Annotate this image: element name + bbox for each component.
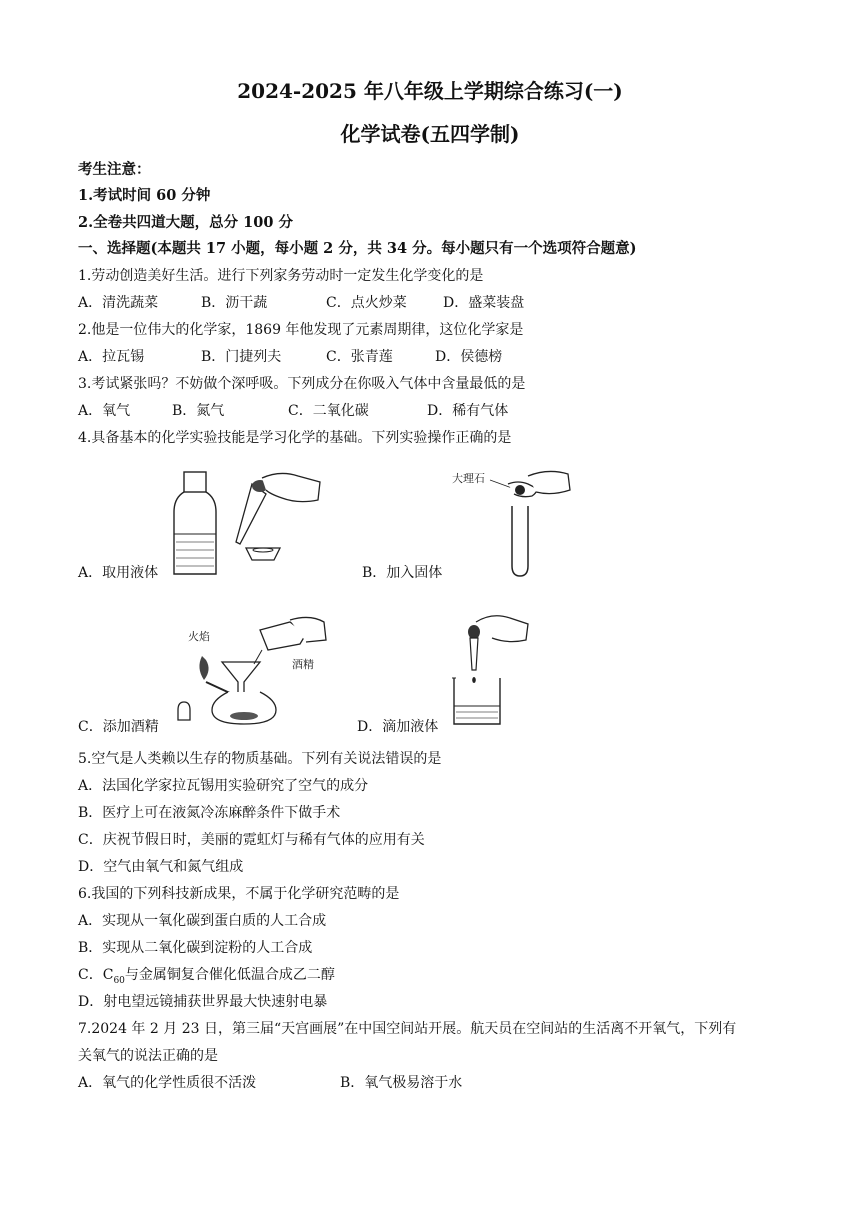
q6-option-a[interactable]: A．实现从一氧化碳到蛋白质的人工合成 xyxy=(78,913,327,929)
q1-option-c[interactable]: C．点火炒菜 xyxy=(326,295,407,311)
q4-option-a[interactable]: A．取用液体 xyxy=(78,565,159,581)
q7-option-b[interactable]: B．氧气极易溶于水 xyxy=(340,1075,463,1091)
q3-option-d[interactable]: D．稀有气体 xyxy=(427,403,509,419)
q3-option-c[interactable]: C．二氧化碳 xyxy=(288,403,369,419)
q4-option-c[interactable]: C．添加酒精 xyxy=(78,719,159,735)
question-7-stem-line2: 关氧气的说法正确的是 xyxy=(78,1048,218,1064)
q1-option-a[interactable]: A．清洗蔬菜 xyxy=(78,295,159,311)
q1-option-d[interactable]: D．盛菜装盘 xyxy=(443,295,525,311)
label-marble: 大理石 xyxy=(452,472,485,485)
q6-option-b[interactable]: B．实现从二氧化碳到淀粉的人工合成 xyxy=(78,940,313,956)
q6-option-d[interactable]: D．射电望远镜捕获世界最大快速射电暴 xyxy=(78,994,328,1010)
question-2-stem: 2.他是一位伟大的化学家，1869 年他发现了元素周期律，这位化学家是 xyxy=(78,322,524,338)
q3-option-a[interactable]: A．氧气 xyxy=(78,403,131,419)
notice-heading: 考生注意： xyxy=(78,161,151,178)
q5-option-d[interactable]: D．空气由氧气和氮气组成 xyxy=(78,859,244,875)
q2-option-d[interactable]: D．侯德榜 xyxy=(435,349,503,365)
label-alcohol: 酒精 xyxy=(292,658,314,671)
question-4-stem: 4.具备基本的化学实验技能是学习化学的基础。下列实验操作正确的是 xyxy=(78,430,512,446)
notice-item-1: 1.考试时间 60 分钟 xyxy=(78,187,211,204)
question-7-stem-line1: 7.2024 年 2 月 23 日，第三届“天宫画展”在中国空间站开展。航天员在空间站的生活离不开氧气，下列有 xyxy=(78,1021,737,1037)
figure-add-solid xyxy=(448,466,578,581)
q4-option-b[interactable]: B．加入固体 xyxy=(362,565,443,581)
notice-item-2: 2.全卷共四道大题，总分 100 分 xyxy=(78,214,293,231)
q6-option-c-text: 与金属铜复合催化低温合成乙二醇 xyxy=(124,967,335,983)
q1-option-b[interactable]: B．沥干蔬 xyxy=(201,295,268,311)
figure-add-alcohol xyxy=(172,612,347,727)
q2-option-c[interactable]: C．张青莲 xyxy=(326,349,393,365)
question-3-stem: 3.考试紧张吗？不妨做个深呼吸。下列成分在你吸入气体中含量最低的是 xyxy=(78,376,526,392)
question-6-stem: 6.我国的下列科技新成果，不属于化学研究范畴的是 xyxy=(78,886,400,902)
question-5-stem: 5.空气是人类赖以生存的物质基础。下列有关说法错误的是 xyxy=(78,751,442,767)
exam-title: 2024-2025 年八年级上学期综合练习(一) xyxy=(237,79,623,103)
q5-option-c[interactable]: C．庆祝节假日时，美丽的霓虹灯与稀有气体的应用有关 xyxy=(78,832,425,848)
figure-take-liquid xyxy=(170,470,330,580)
q6-option-c-subscript: 60 xyxy=(113,975,125,986)
label-flame: 火焰 xyxy=(188,630,210,643)
question-1-stem: 1.劳动创造美好生活。进行下列家务劳动时一定发生化学变化的是 xyxy=(78,268,484,284)
q4-option-d[interactable]: D．滴加液体 xyxy=(357,719,439,735)
section-heading: 一、选择题(本题共 17 小题，每小题 2 分，共 34 分。每小题只有一个选项符合题意) xyxy=(78,240,637,257)
q2-option-a[interactable]: A．拉瓦锡 xyxy=(78,349,145,365)
q6-option-c-prefix: C．C xyxy=(78,967,114,983)
q6-option-c[interactable] xyxy=(78,966,335,990)
q5-option-a[interactable]: A．法国化学家拉瓦锡用实验研究了空气的成分 xyxy=(78,778,369,794)
exam-subtitle: 化学试卷(五四学制) xyxy=(340,122,520,146)
q7-option-a[interactable]: A．氧气的化学性质很不活泼 xyxy=(78,1075,257,1091)
q5-option-b[interactable]: B．医疗上可在液氮冷冻麻醉条件下做手术 xyxy=(78,805,341,821)
figure-drop-liquid xyxy=(448,612,538,732)
q2-option-b[interactable]: B．门捷列夫 xyxy=(201,349,282,365)
q3-option-b[interactable]: B．氮气 xyxy=(172,403,225,419)
